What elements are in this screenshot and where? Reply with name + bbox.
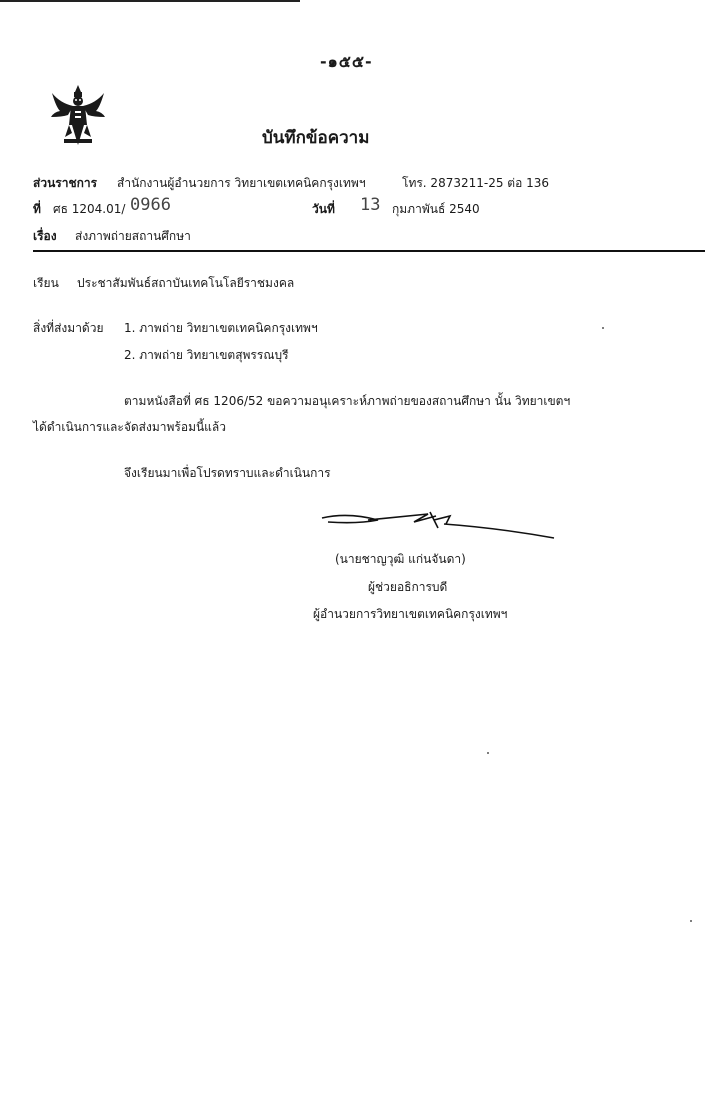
department-phone: โทร. 2873211-25 ต่อ 136 [402, 176, 550, 190]
scan-speck [487, 752, 489, 754]
signatory-position-2: ผู้อำนวยการวิทยาเขตเทคนิคกรุงเทพฯ [313, 607, 508, 621]
date-month-year: กุมภาพันธ์ 2540 [392, 202, 480, 216]
reference-label: ที่ [33, 202, 41, 216]
handwritten-signature [318, 506, 558, 546]
reference-prefix: ศธ 1204.01/ [53, 202, 126, 216]
closing-line: จึงเรียนมาเพื่อโปรดทราบและดำเนินการ [124, 466, 331, 480]
date-label: วันที่ [312, 202, 335, 216]
signatory-name: (นายชาญวุฒิ แก่นจันดา) [335, 552, 466, 566]
department-label: ส่วนราชการ [33, 176, 98, 190]
body-line-2: ได้ดำเนินการและจัดส่งมาพร้อมนี้แล้ว [33, 420, 227, 434]
scan-speck [602, 327, 604, 329]
page-number: -๑๕๕- [320, 52, 373, 71]
enclosures-label: สิ่งที่ส่งมาด้วย [33, 321, 104, 335]
body-line-1: ตามหนังสือที่ ศธ 1206/52 ขอความอนุเคราะห์ภาพถ่ายของสถานศึกษา นั้น วิทยาเขตฯ [124, 394, 571, 408]
top-edge-rule [0, 0, 300, 2]
date-day: 13 [360, 195, 381, 215]
garuda-emblem-icon [50, 85, 106, 147]
header-divider [33, 250, 705, 252]
enclosure-item: 1. ภาพถ่าย วิทยาเขตเทคนิคกรุงเทพฯ [124, 321, 318, 335]
signatory-position-1: ผู้ช่วยอธิการบดี [368, 580, 448, 594]
department-value: สำนักงานผู้อำนวยการ วิทยาเขตเทคนิคกรุงเทพฯ [117, 176, 366, 190]
reference-number: 0966 [130, 195, 171, 215]
recipient-value: ประชาสัมพันธ์สถาบันเทคโนโลยีราชมงคล [77, 276, 295, 290]
recipient-label: เรียน [33, 276, 59, 290]
subject-label: เรื่อง [33, 229, 57, 243]
memo-title: บันทึกข้อความ [262, 128, 370, 148]
enclosure-item: 2. ภาพถ่าย วิทยาเขตสุพรรณบุรี [124, 348, 289, 362]
scan-speck [690, 920, 692, 922]
subject-value: ส่งภาพถ่ายสถานศึกษา [75, 229, 191, 243]
